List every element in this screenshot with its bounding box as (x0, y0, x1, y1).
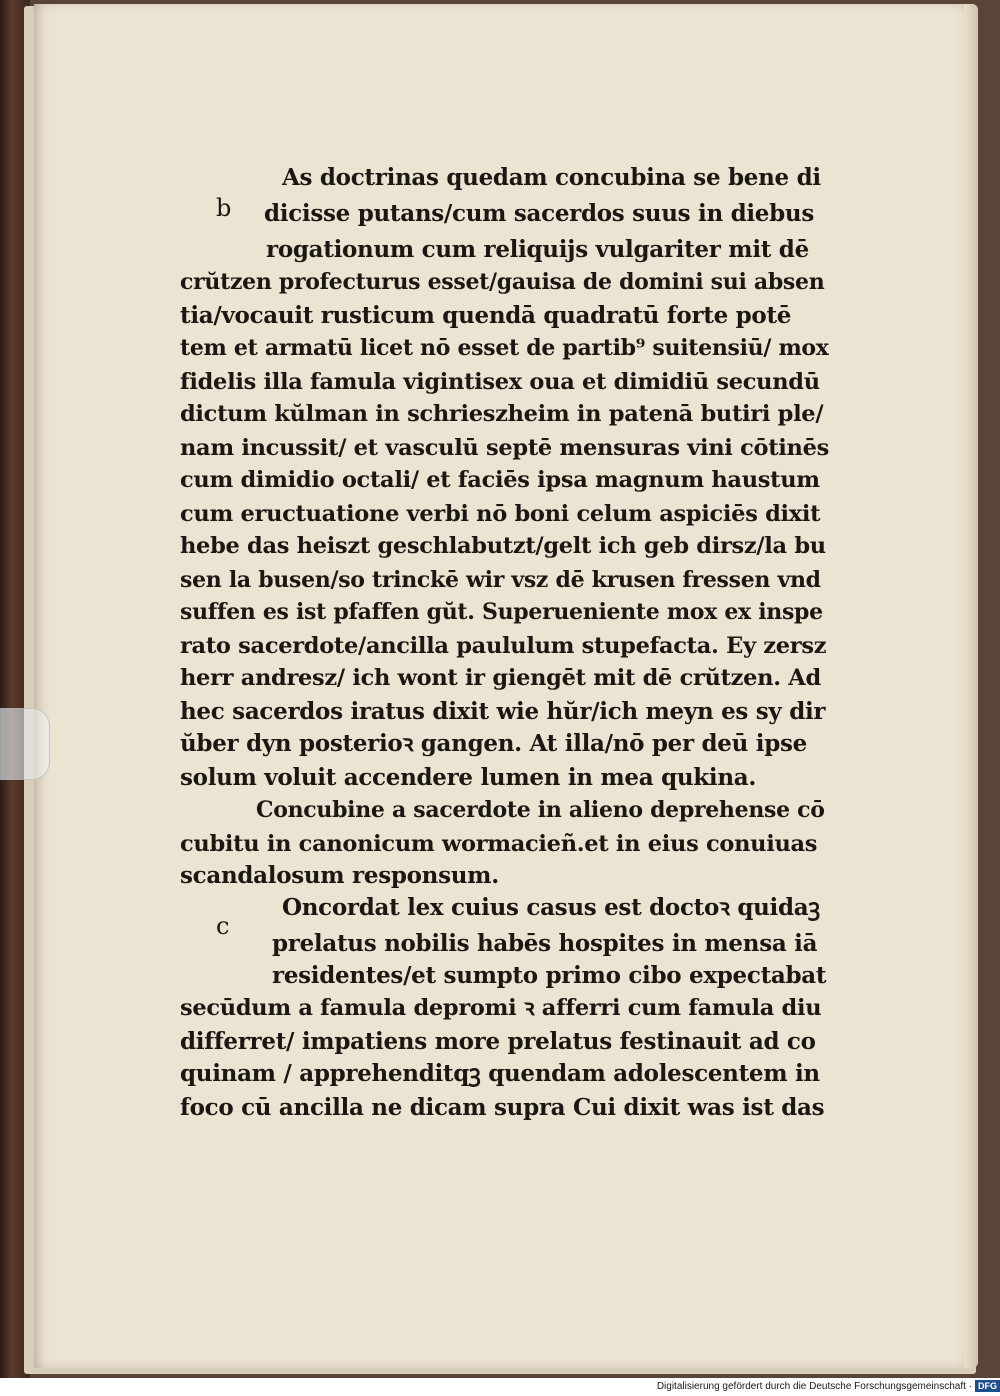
text-line: As doctrinas quedam concubina se bene di (282, 164, 821, 191)
text-line: rato sacerdote/ancilla paululum stupefacta. Ey zersz (180, 633, 827, 659)
dfg-logo: DFG (975, 1380, 1000, 1392)
text-line: nam incussit/ et vasculū septē mensuras vini cōtinēs (180, 435, 829, 461)
text-line: tia/vocauit rusticum quendā quadratū forte potē (180, 302, 792, 329)
text-line: suffen es ist pfaffen gŭt. Superueniente mox ex inspe (180, 599, 823, 625)
text-line: dicisse putans/cum sacerdos suus in diebus (264, 200, 814, 227)
text-line: cum eructuatione verbi nō boni celum aspiciēs dixit (180, 501, 821, 527)
text-line: hebe das heiszt geschlabutzt/gelt ich geb dirsz/la bu (180, 533, 826, 559)
marginal-letter: b (216, 194, 232, 222)
text-line: scandalosum responsum. (180, 862, 499, 889)
page-clip (0, 708, 50, 780)
text-line: cubitu in canonicum wormacieñ.et in eius conuiuas (180, 831, 818, 857)
text-line: crŭtzen profecturus esset/gauisa de domini sui absen (180, 269, 825, 295)
text-line: dictum kŭlman in schrieszheim in patenā butiri ple/ (180, 401, 824, 427)
marginal-letter: c (216, 912, 230, 940)
text-line: solum voluit accendere lumen in mea qukina. (180, 764, 757, 791)
text-line: tem et armatū licet nō esset de partib⁹ suitensiū/ mox (180, 335, 829, 361)
text-line: ŭber dyn posterioꝛ gangen. At illa/nō per deū ipse (180, 730, 807, 757)
text-line: Oncordat lex cuius casus est doctoꝛ quidaꝫ (282, 894, 820, 921)
text-line: rogationum cum reliquijs vulgariter mit dē (266, 236, 809, 263)
text-line: foco cū ancilla ne dicam supra Cui dixit was ist das (180, 1094, 825, 1121)
text-line: fidelis illa famula vigintisex oua et dimidiū secundū (180, 369, 820, 395)
page-edge (964, 4, 978, 1368)
text-line: Concubine a sacerdote in alieno deprehense cō (256, 797, 825, 823)
text-line: secūdum a famula depromi ꝛ afferri cum famula diu (180, 995, 822, 1021)
text-line: differret/ impatiens more prelatus festinauit ad co (180, 1028, 816, 1055)
digitization-credit (620, 1380, 1000, 1396)
text-line: sen la busen/so trinckē wir vsz dē krusen fressen vnd (180, 567, 821, 593)
text-line: quinam / apprehenditqꝫ quendam adolescentem in (180, 1060, 820, 1087)
text-line: hec sacerdos iratus dixit wie hŭr/ich meyn es sy dir (180, 698, 826, 725)
text-line: herr andresz/ ich wont ir giengēt mit dē crŭtzen. Ad (180, 665, 821, 691)
credit-text: Digitalisierung gefördert durch die Deutsche Forschungsgemeinschaft · (656, 1381, 972, 1392)
text-line: residentes/et sumpto primo cibo expectabat (272, 962, 827, 989)
text-line: cum dimidio octali/ et faciēs ipsa magnum haustum (180, 467, 820, 493)
text-line: prelatus nobilis habēs hospites in mensa iā (272, 930, 818, 957)
